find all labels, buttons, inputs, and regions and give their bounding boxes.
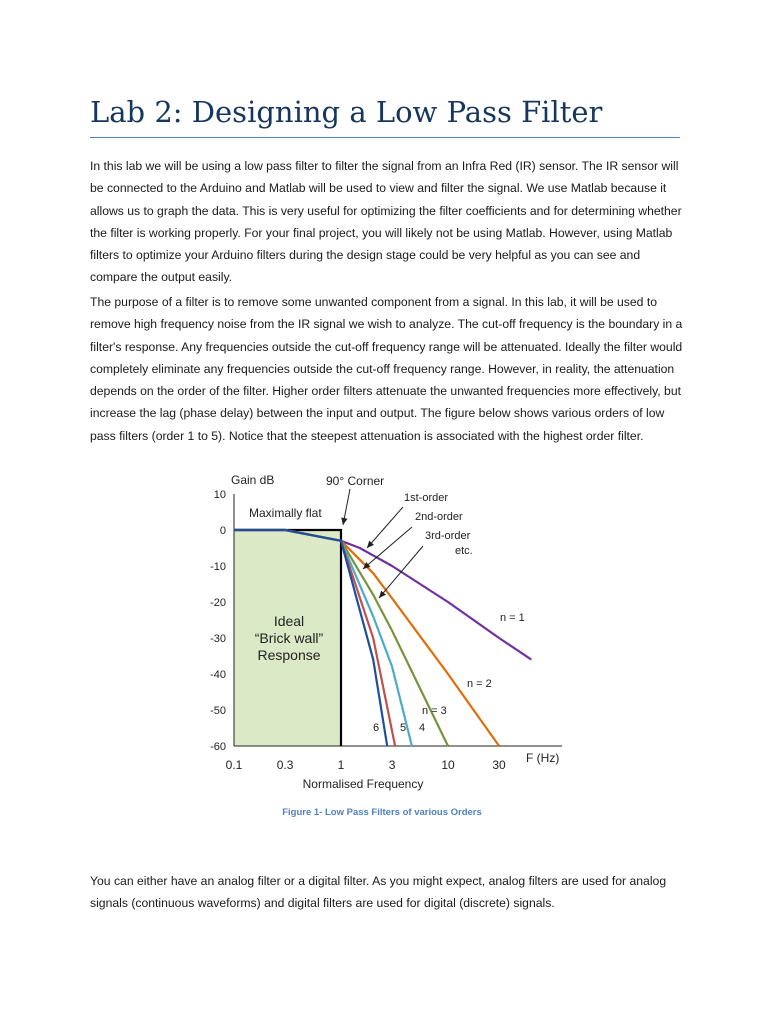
series-label: 4	[419, 722, 426, 734]
paragraph-filter-purpose: The purpose of a filter is to remove some unwanted component from a signal. In this lab, it will be used to remove high frequency noise from the IR signal we wish to analyze. The cut-off frequency is the boundary in a filter's response. Any frequencies outside the cut-off frequency range will be attenuated. Ideally the filter would completely eliminate any frequencies outside the cut-off frequency range. However, in reality, the attenuation depends on the order of the filter. Higher order filters attenuate the unwanted frequencies more effectively, but increase the lag (phase delay) between the input and output. The figure below shows various orders of low pass filters (order 1 to 5). Notice that the steepest attenuation is associated with the highest order filter.	[90, 295, 683, 443]
y-tick-label: 0	[219, 525, 226, 537]
paragraph-intro: In this lab we will be using a low pass filter to filter the signal from an Infra Red (IR) sensor. The IR sensor will be connected to the Arduino and Matlab will be used to view and filter the signal. We use Matlab because it allows us to graph the data. This is very useful for optimizing the filter coefficients and for determining whether the filter is working properly. For your final project, you will likely not be using Matlab. However, using Matlab filters to optimize your Arduino filters during the design stage could be very helpful as you can see and compare the output easily.	[90, 159, 682, 285]
ideal-response-label: Ideal	[273, 613, 305, 629]
x-tick-label: 3	[388, 758, 396, 772]
page-title: Lab 2: Designing a Low Pass Filter	[90, 95, 603, 129]
x-unit-label: F (Hz)	[526, 751, 560, 765]
ideal-response-label: “Brick wall”	[254, 630, 324, 646]
callout-arrow	[367, 507, 403, 548]
figure-caption: Figure 1- Low Pass Filters of various Orders	[282, 807, 482, 818]
series-label: 6	[373, 722, 380, 734]
y-tick-label: -30	[210, 633, 226, 645]
y-tick-label: -40	[210, 669, 226, 681]
series-label: n = 3	[422, 705, 447, 717]
x-tick-label: 30	[492, 758, 506, 772]
y-tick-label: -60	[210, 741, 226, 753]
order-callout: 2nd-order	[415, 511, 463, 523]
series-label: 5	[400, 722, 407, 734]
y-axis-title: Gain dB	[231, 473, 275, 487]
series-label: n = 2	[467, 678, 492, 690]
callout-arrow	[379, 546, 423, 598]
series-label: n = 1	[500, 612, 525, 624]
ideal-response-label: Response	[257, 647, 321, 663]
x-tick-label: 10	[441, 758, 455, 772]
y-tick-label: -20	[210, 597, 226, 609]
callout-arrowhead	[341, 518, 347, 526]
y-tick-label: -50	[210, 705, 226, 717]
order-callout: etc.	[455, 545, 473, 557]
y-tick-label: 10	[213, 489, 226, 501]
order-callout: 1st-order	[404, 492, 449, 504]
y-tick-label: -10	[210, 561, 226, 573]
x-tick-label: 1	[337, 758, 345, 772]
paragraph-analog-digital: You can either have an analog filter or a digital filter. As you might expect, analog filters are used for analog signals (continuous waveforms) and digital filters are used for digital (discrete) signals.	[90, 874, 667, 911]
x-axis-title: Normalised Frequency	[302, 777, 424, 791]
x-tick-label: 0.1	[225, 758, 243, 772]
x-tick-label: 0.3	[276, 758, 294, 772]
maximally-flat-label: Maximally flat	[249, 506, 322, 520]
corner-label: 90° Corner	[326, 474, 385, 488]
order-callout: 3rd-order	[425, 530, 471, 542]
